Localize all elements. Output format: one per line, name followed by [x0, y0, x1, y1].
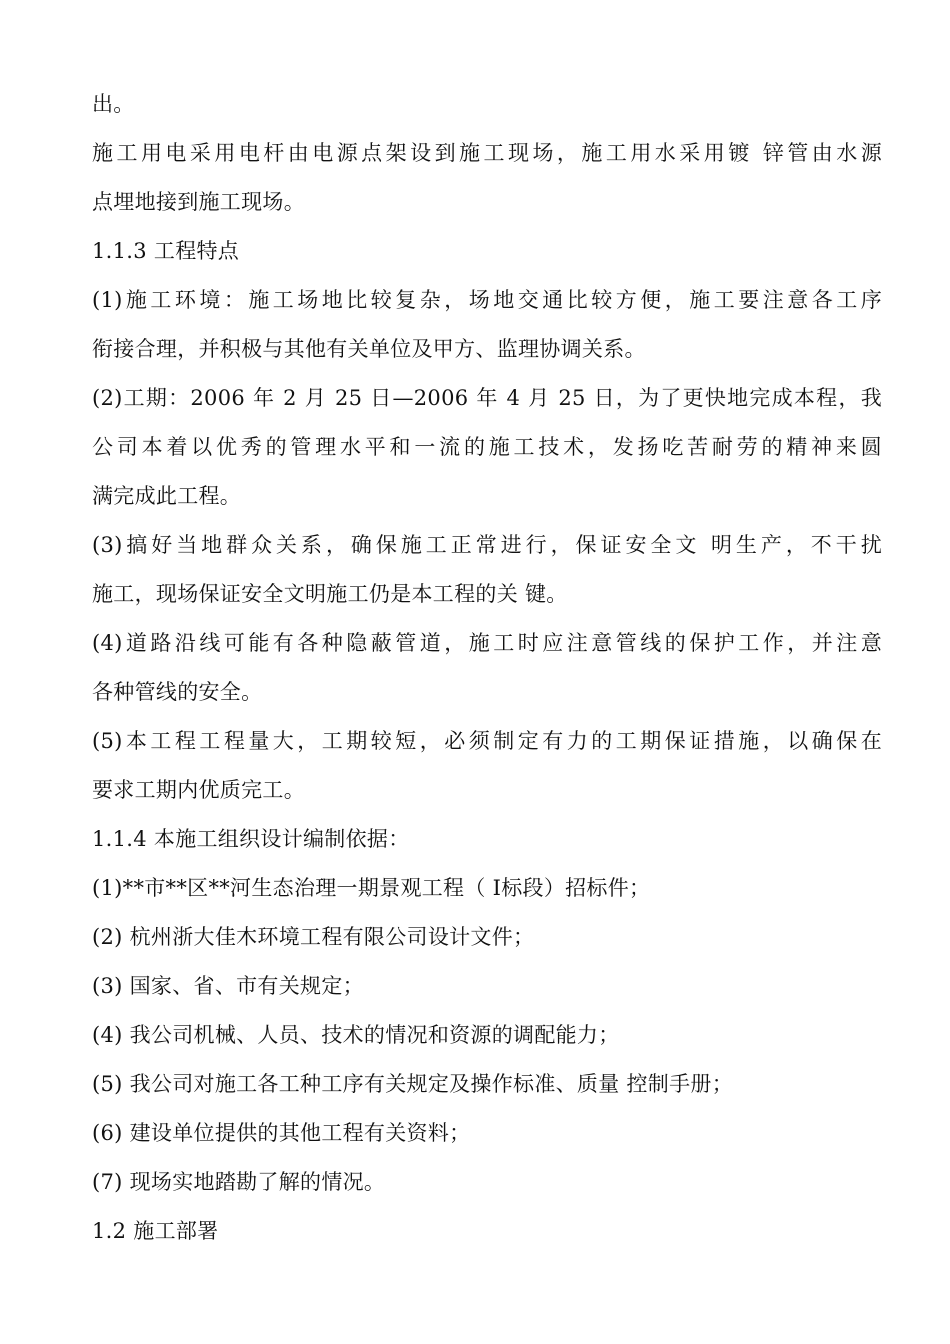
text-line: 点埋地接到施工现场。	[92, 190, 305, 214]
text-line: (2)工期：2006 年 2 月 25 日—2006 年 4 月 25 日，为了更快地完成本程，我	[92, 386, 882, 410]
list-item: (7) 现场实地踏勘了解的情况。	[92, 1170, 386, 1194]
text-line: 要求工期内优质完工。	[92, 778, 305, 802]
section-heading: 1.2 施工部署	[92, 1219, 219, 1243]
text-line: 出。	[92, 92, 135, 116]
document-page	[92, 80, 882, 1256]
text-line: 公司本着以优秀的管理水平和一流的施工技术，发扬吃苦耐劳的精神来圆	[92, 435, 882, 459]
text-line: (4)道路沿线可能有各种隐蔽管道，施工时应注意管线的保护工作，并注意	[92, 631, 882, 655]
section-heading: 1.1.3 工程特点	[92, 239, 240, 263]
text-line: (5)本工程工程量大，工期较短，必须制定有力的工期保证措施，以确保在	[92, 729, 882, 753]
section-heading: 1.1.4 本施工组织设计编制依据：	[92, 827, 410, 851]
text-line: 衔接合理，并积极与其他有关单位及甲方、监理协调关系。	[92, 337, 646, 361]
text-line: 施工用电采用电杆由电源点架设到施工现场，施工用水采用镀 锌管由水源	[92, 141, 882, 165]
text-line: 满完成此工程。	[92, 484, 242, 508]
list-item: (4) 我公司机械、人员、技术的情况和资源的调配能力；	[92, 1023, 620, 1047]
text-line: (3)搞好当地群众关系，确保施工正常进行，保证安全文 明生产，不干扰	[92, 533, 882, 557]
text-line: (1)施工环境：施工场地比较复杂，场地交通比较方便，施工要注意各工序	[92, 288, 882, 312]
list-item: (2) 杭州浙大佳木环境工程有限公司设计文件；	[92, 925, 535, 949]
text-line: 施工，现场保证安全文明施工仍是本工程的关 键。	[92, 582, 568, 606]
text-line: 各种管线的安全。	[92, 680, 263, 704]
list-item: (1)**市**区**河生态治理一期景观工程（ Ⅰ标段）招标件；	[92, 876, 651, 900]
list-item: (3) 国家、省、市有关规定；	[92, 974, 364, 998]
list-item: (6) 建设单位提供的其他工程有关资料；	[92, 1121, 471, 1145]
list-item: (5) 我公司对施工各工种工序有关规定及操作标准、质量 控制手册；	[92, 1072, 733, 1096]
